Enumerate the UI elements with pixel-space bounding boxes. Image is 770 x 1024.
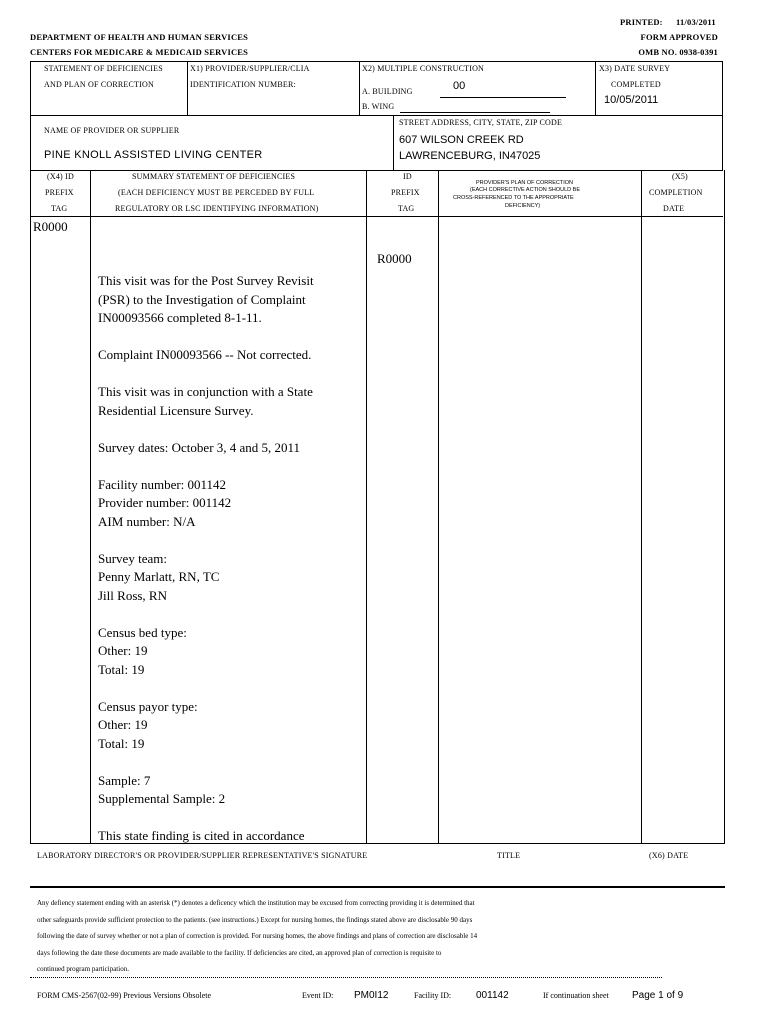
centers-title: CENTERS FOR MEDICARE & MEDICAID SERVICES — [30, 47, 249, 57]
summary-line: Penny Marlatt, RN, TC — [98, 569, 220, 584]
summary-line: Residential Licensure Survey. — [98, 402, 254, 418]
summary-paragraph — [98, 272, 360, 328]
summary-line: This visit was for the Post Survey Revisit — [98, 273, 314, 288]
summary-line: This state finding is cited in accordance — [98, 828, 305, 843]
event-id-value: PM0I12 — [354, 990, 389, 1001]
date-label: (X6) DATE — [649, 851, 689, 860]
summary-paragraph — [98, 698, 360, 754]
summary-paragraph — [98, 383, 360, 420]
rule-provider-top — [30, 115, 723, 116]
summary-line: Census payor type: — [98, 698, 198, 714]
summary-header-2: (EACH DEFICIENCY MUST BE PERCEDED BY FULL — [118, 188, 315, 197]
department-title: DEPARTMENT OF HEALTH AND HUMAN SERVICES — [30, 32, 249, 42]
x1-label-1: X1) PROVIDER/SUPPLIER/CLIA — [190, 64, 310, 73]
plan-header-2: (EACH CORRECTIVE ACTION SHOULD BE — [470, 187, 581, 193]
disclaimer-line: days following the date these documents are made available to the facility. If deficiencies are cited, an approved plan of correction is requisite to — [37, 948, 442, 957]
summary-line: Survey dates: October 3, 4 and 5, 2011 — [98, 439, 301, 455]
continuation-label: If continuation sheet — [543, 991, 609, 1000]
id-header-3: TAG — [398, 204, 415, 213]
address-line-2: LAWRENCEBURG, IN47025 — [399, 150, 541, 162]
address-label: STREET ADDRESS, CITY, STATE, ZIP CODE — [399, 118, 563, 127]
x3-date-value: 10/05/2011 — [604, 94, 659, 106]
summary-line: Other: 19 — [98, 717, 148, 732]
plan-header-3: CROSS-REFERENCED TO THE APPROPRIATE — [453, 195, 574, 201]
rule-columns-top — [30, 170, 723, 171]
rule-col-right — [724, 170, 725, 843]
summary-paragraph — [98, 550, 360, 606]
disclaimer-line: other safeguards provide sufficient protection to the patients. (see instructions.) Except for nursing homes, the findings stated above are disclosable 90 days — [37, 915, 473, 924]
x1-label-2: IDENTIFICATION NUMBER: — [190, 80, 296, 89]
summary-statement — [98, 272, 360, 864]
disclaimer-line: following the date of survey whether or not a plan of correction is provided. For nursing homes, the above findings and plans of correction are disclosable 14 — [37, 932, 478, 941]
facility-id-label: Facility ID: — [414, 991, 452, 1000]
facility-id-value: 001142 — [476, 990, 509, 1001]
wing-underline — [400, 112, 550, 113]
omb-number: OMB NO. 0938-0391 — [638, 47, 718, 57]
event-id-label: Event ID: — [302, 991, 334, 1000]
summary-line: Census bed type: — [98, 624, 187, 640]
plan-header-4: DEFICIENCY) — [505, 203, 541, 209]
summary-header-3: REGULATORY OR LSC IDENTIFYING INFORMATION) — [115, 204, 319, 213]
summary-line: IN00093566 completed 8-1-11. — [98, 310, 262, 325]
rule-x3 — [595, 61, 596, 115]
summary-header-1: SUMMARY STATEMENT OF DEFICIENCIES — [132, 172, 296, 181]
x4-header-1: (X4) ID — [47, 172, 74, 181]
rule-columns-bottom — [30, 216, 723, 217]
rule-x2 — [359, 61, 360, 115]
x5-header-3: DATE — [663, 204, 685, 213]
summary-line: This visit was in conjunction with a State — [98, 384, 313, 399]
summary-line: Facility number: 001142 — [98, 476, 227, 492]
summary-line: Other: 19 — [98, 643, 148, 658]
building-label: A. BUILDING — [362, 87, 413, 96]
x3-label-2: COMPLETED — [611, 80, 661, 89]
summary-line: Total: 19 — [98, 735, 145, 751]
summary-line: Sample: 7 — [98, 772, 151, 788]
printed-label: PRINTED: — [620, 17, 663, 27]
summary-paragraph — [98, 624, 360, 680]
rule-signature-bottom — [30, 886, 725, 888]
provider-name-value: PINE KNOLL ASSISTED LIVING CENTER — [44, 149, 263, 161]
address-line-1: 607 WILSON CREEK RD — [399, 134, 524, 146]
x4-header-2: PREFIX — [45, 188, 74, 197]
rule-col-id — [438, 170, 439, 843]
rule-provider-mid — [393, 115, 394, 170]
signature-label: LABORATORY DIRECTOR'S OR PROVIDER/SUPPLIER REPRESENTATIVE'S SIGNATURE — [37, 851, 368, 860]
rule-col-summary — [366, 170, 367, 843]
summary-line: Provider number: 001142 — [98, 495, 232, 510]
id-header-1: ID — [403, 172, 412, 181]
left-tag: R0000 — [33, 219, 68, 234]
x5-header-2: COMPLETION — [649, 188, 703, 197]
building-value: 00 — [453, 80, 466, 92]
summary-paragraph — [98, 439, 360, 458]
building-underline — [440, 97, 566, 98]
summary-line: Survey team: — [98, 550, 167, 566]
rule-col-left — [30, 170, 31, 843]
summary-line: Complaint IN00093566 -- Not corrected. — [98, 347, 312, 362]
rule-left-provider — [30, 115, 31, 170]
summary-paragraph — [98, 476, 360, 532]
rule-x1 — [187, 61, 188, 115]
form-approved: FORM APPROVED — [640, 32, 718, 42]
summary-line: (PSR) to the Investigation of Complaint — [98, 291, 306, 307]
rule-right-top — [722, 61, 723, 115]
summary-line: AIM number: N/A — [98, 513, 196, 529]
title-label: TITLE — [497, 851, 521, 860]
x2-label: X2) MULTIPLE CONSTRUCTION — [362, 64, 485, 73]
statement-label-1: STATEMENT OF DEFICIENCIES — [44, 64, 163, 73]
page-number: Page 1 of 9 — [632, 990, 684, 1001]
plan-header-1: PROVIDER'S PLAN OF CORRECTION — [476, 180, 574, 186]
summary-paragraph — [98, 772, 360, 809]
disclaimer-line: continued program participation. — [37, 965, 129, 974]
summary-paragraph — [98, 827, 360, 846]
right-tag: R0000 — [377, 251, 412, 266]
summary-line: Supplemental Sample: 2 — [98, 791, 226, 806]
statement-label-2: AND PLAN OF CORRECTION — [44, 80, 154, 89]
x3-label-1: X3) DATE SURVEY — [599, 64, 671, 73]
summary-paragraph — [98, 346, 360, 365]
x4-header-3: TAG — [51, 204, 68, 213]
rule-top — [30, 61, 723, 62]
disclaimer-line: Any defiency statement ending with an asterisk (*) denotes a deficency which the institution may be excused from correcting providing it is determined that — [37, 899, 475, 907]
rule-col-plan — [641, 170, 642, 843]
wing-label: B. WING — [362, 102, 395, 111]
printed-date: 11/03/2011 — [676, 17, 716, 27]
summary-line: Total: 19 — [98, 661, 145, 677]
form-number: FORM CMS-2567(02-99) Previous Versions Obsolete — [37, 991, 212, 1000]
rule-left-top — [30, 61, 31, 115]
rule-footer — [30, 977, 662, 978]
rule-right-provider — [722, 115, 723, 170]
provider-name-label: NAME OF PROVIDER OR SUPPLIER — [44, 126, 180, 135]
summary-line: Jill Ross, RN — [98, 587, 167, 603]
id-header-2: PREFIX — [391, 188, 420, 197]
x5-header-1: (X5) — [672, 172, 688, 181]
disclaimer — [37, 895, 717, 978]
rule-col-x4 — [90, 170, 91, 843]
